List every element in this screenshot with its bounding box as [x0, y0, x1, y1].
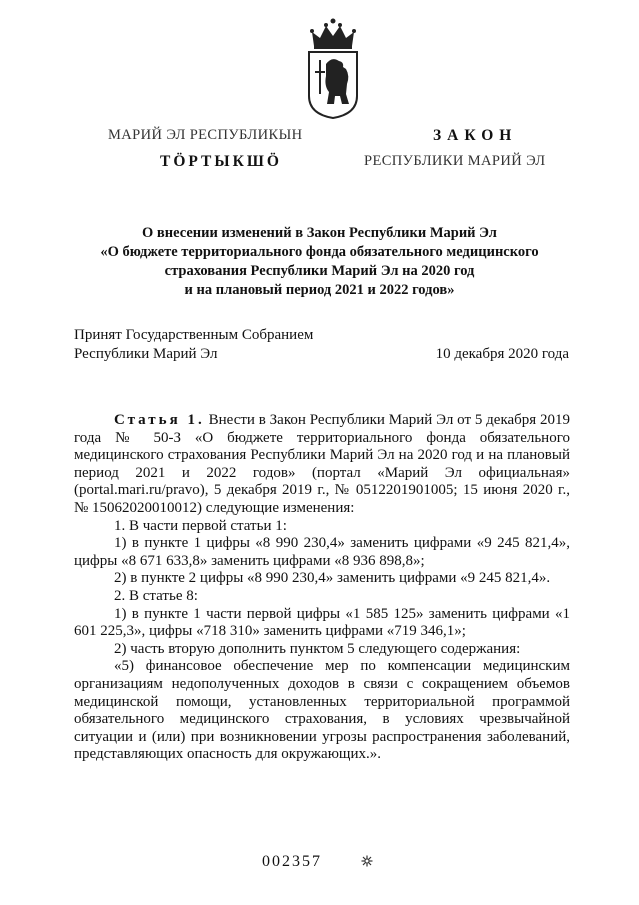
- article-paragraph-4: 2) в пункте 2 цифры «8 990 230,4» заменить цифрами «9 245 821,4».: [114, 570, 551, 587]
- document-number: 002357: [262, 853, 322, 870]
- header-right-line2: РЕСПУБЛИКИ МАРИЙ ЭЛ: [364, 153, 546, 169]
- article-paragraph-8: «5) финансовое обеспечение мер по компенсации медицинским организациям недополученных доходов в связи с сокращением объемов медицинской помощи, установленных территориальной программой обязательного медицинского страхования, в условиях чрезвычайной ситуации и (или) при возникновении угрозы распространения заболеваний, представляющих опасность для окружающих.».: [74, 658, 570, 763]
- adoption-date: 10 декабря 2020 года: [435, 346, 569, 362]
- article-body: [74, 412, 570, 764]
- header-left-line2: ТӦРТЫКШӦ: [160, 153, 282, 170]
- article-paragraph-6: 1) в пункте 1 части первой цифры «1 585 125» заменить цифрами «1 601 225,3», цифры «718 310» заменить цифрами «719 346,1»;: [74, 605, 570, 640]
- title-line-4: и на плановый период 2021 и 2022 годов»: [184, 282, 455, 298]
- article-paragraph-5: 2. В статье 8:: [114, 587, 198, 604]
- article-paragraph-7: 2) часть вторую дополнить пунктом 5 следующего содержания:: [114, 640, 521, 657]
- adoption-line-2: Республики Марий Эл: [74, 346, 218, 362]
- article-paragraph-2: 1. В части первой статьи 1:: [114, 517, 287, 534]
- adoption-line-1: Принят Государственным Собранием: [74, 327, 314, 343]
- header-left-line1: МАРИЙ ЭЛ РЕСПУБЛИКЫН: [108, 127, 303, 143]
- law-title: [60, 224, 579, 300]
- header-right-line1: ЗАКОН: [433, 127, 518, 144]
- coat-of-arms-icon: [302, 16, 364, 120]
- title-line-3: страхования Республики Марий Эл на 2020 год: [164, 263, 475, 279]
- asterisk-icon: [361, 855, 373, 867]
- article-paragraph-3: 1) в пункте 1 цифры «8 990 230,4» заменить цифрами «9 245 821,4», цифры «8 671 633,8» заменить цифрами «8 936 898,8»;: [74, 535, 570, 569]
- article-paragraph-1: [74, 412, 570, 518]
- title-line-2: «О бюджете территориального фонда обязательного медицинского: [100, 244, 539, 260]
- article-label: Статья 1.: [114, 412, 205, 428]
- adoption-statement: [74, 326, 313, 364]
- article-text-1: Внести в Закон Республики Марий Эл от 5 декабря 2019 года № 50-З «О бюджете территориального фонда обязательного медицинского страхования Республики Марий Эл на 2020 год и на плановый период 2021 и 2022 годов» (портал «Марий Эл официальная» (portal.mari.ru/pravo), 5 декабря 2019 г., № 0512201901005; 15 июня 2020 г., № 15062020010012) следующие изменения:: [74, 412, 571, 516]
- title-line-1: О внесении изменений в Закон Республики Марий Эл: [142, 225, 497, 241]
